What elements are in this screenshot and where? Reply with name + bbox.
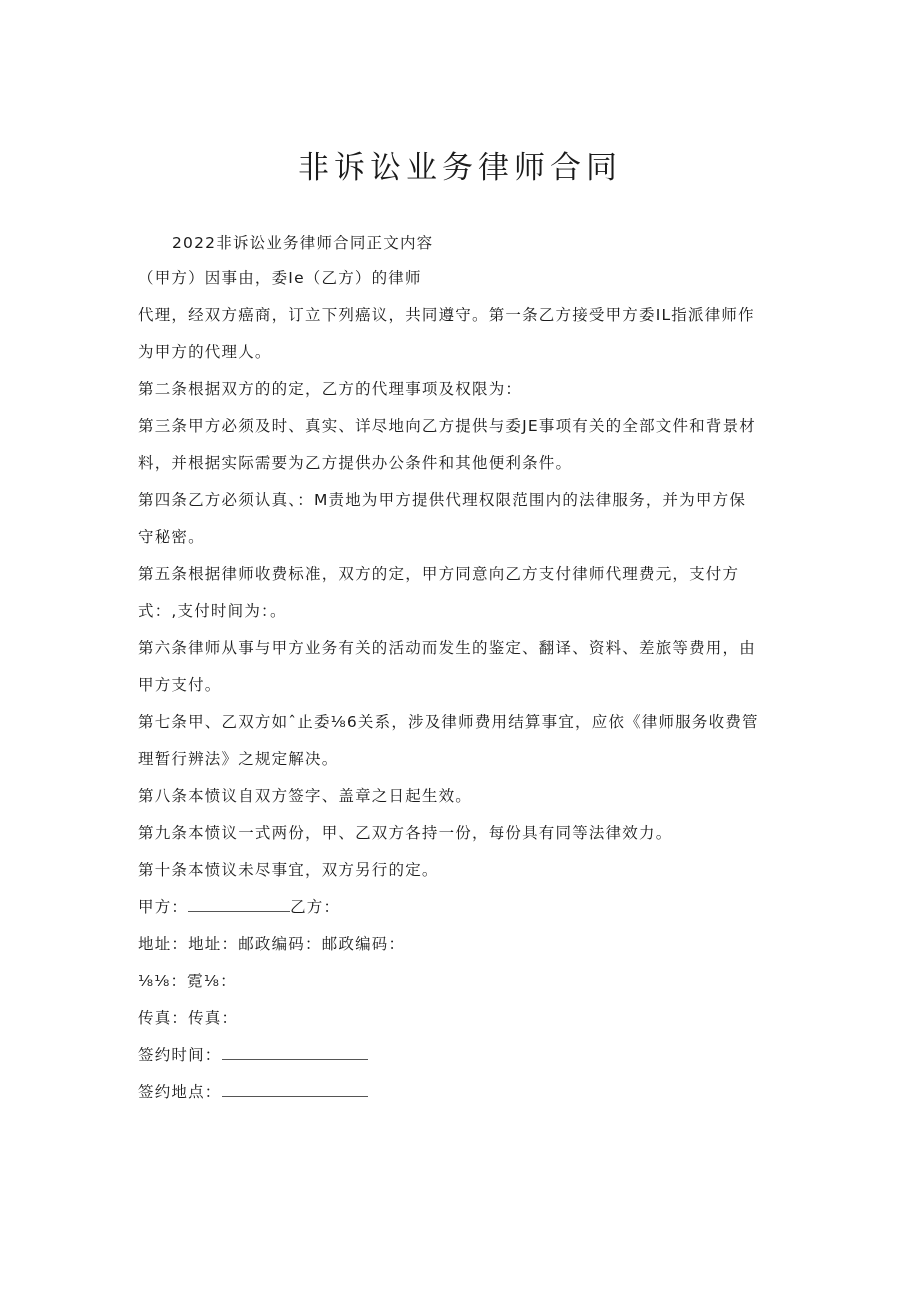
paragraph-line: 代理，经双方癌商，订立下列癌议，共同遵守。第一条乙方接受甲方委IL指派律师作 bbox=[138, 306, 755, 324]
article-5: 第五条根据律师收费标准，双方的定，甲方同意向乙方支付律师代理费元，支付方 bbox=[138, 565, 740, 583]
party-a-blank[interactable] bbox=[188, 897, 290, 912]
article-4: 第四条乙方必须认真、：M责地为甲方提供代理权限范围内的法律服务，并为甲方保 bbox=[138, 491, 747, 509]
paragraph-line: （甲方）因事由，委Ie（乙方）的律师 bbox=[138, 269, 422, 287]
article-8: 第八条本愤议自双方签字、盖章之日起生效。 bbox=[138, 787, 473, 805]
article-2: 第二条根据双方的的定，乙方的代理事项及权限为： bbox=[138, 380, 523, 398]
sign-place-label: 签约地点： bbox=[138, 1083, 222, 1101]
fax-line: 传真：传真： bbox=[138, 1009, 239, 1027]
sign-place-blank[interactable] bbox=[222, 1082, 368, 1097]
phone-line: ⅛⅛：霓⅛： bbox=[138, 972, 237, 990]
address-line: 地址：地址：邮政编码：邮政编码： bbox=[138, 935, 406, 953]
document-subtitle: 2022非诉讼业务律师合同正文内容 bbox=[172, 234, 434, 252]
article-7: 第七条甲、乙双方如ˆ止委⅛6关系，涉及律师费用结算事宜，应依《律师服务收费管 bbox=[138, 713, 759, 731]
article-9: 第九条本愤议一式两份，甲、乙双方各持一份，每份具有同等法律效力。 bbox=[138, 824, 673, 842]
article-3: 第三条甲方必须及时、真实、详尽地向乙方提供与委JE事项有关的全部文件和背景材 bbox=[138, 417, 756, 435]
paragraph-line: 为甲方的代理人。 bbox=[138, 343, 272, 361]
sign-time-label: 签约时间： bbox=[138, 1046, 222, 1064]
sign-time-blank[interactable] bbox=[222, 1045, 368, 1060]
article-10: 第十条本愤议未尽事宜，双方另行的定。 bbox=[138, 861, 439, 879]
paragraph-line: 理暂行辨法》之规定解决。 bbox=[138, 750, 339, 768]
party-a-label: 甲方： bbox=[138, 898, 189, 916]
paragraph-line: 式：,支付时间为：。 bbox=[138, 602, 287, 620]
paragraph-line: 料，并根据实际需要为乙方提供办公条件和其他便利条件。 bbox=[138, 454, 573, 472]
sign-time-line bbox=[138, 1045, 368, 1065]
article-6: 第六条律师从事与甲方业务有关的活动而发生的鉴定、翻译、资料、差旅等费用，由 bbox=[138, 639, 756, 657]
paragraph-line: 守秘密。 bbox=[138, 528, 205, 546]
paragraph-line: 甲方支付。 bbox=[138, 676, 222, 694]
sign-place-line bbox=[138, 1082, 368, 1102]
document-title: 非诉讼业务律师合同 bbox=[298, 150, 622, 186]
party-b-label: 乙方： bbox=[290, 898, 341, 916]
signature-parties bbox=[138, 897, 340, 917]
